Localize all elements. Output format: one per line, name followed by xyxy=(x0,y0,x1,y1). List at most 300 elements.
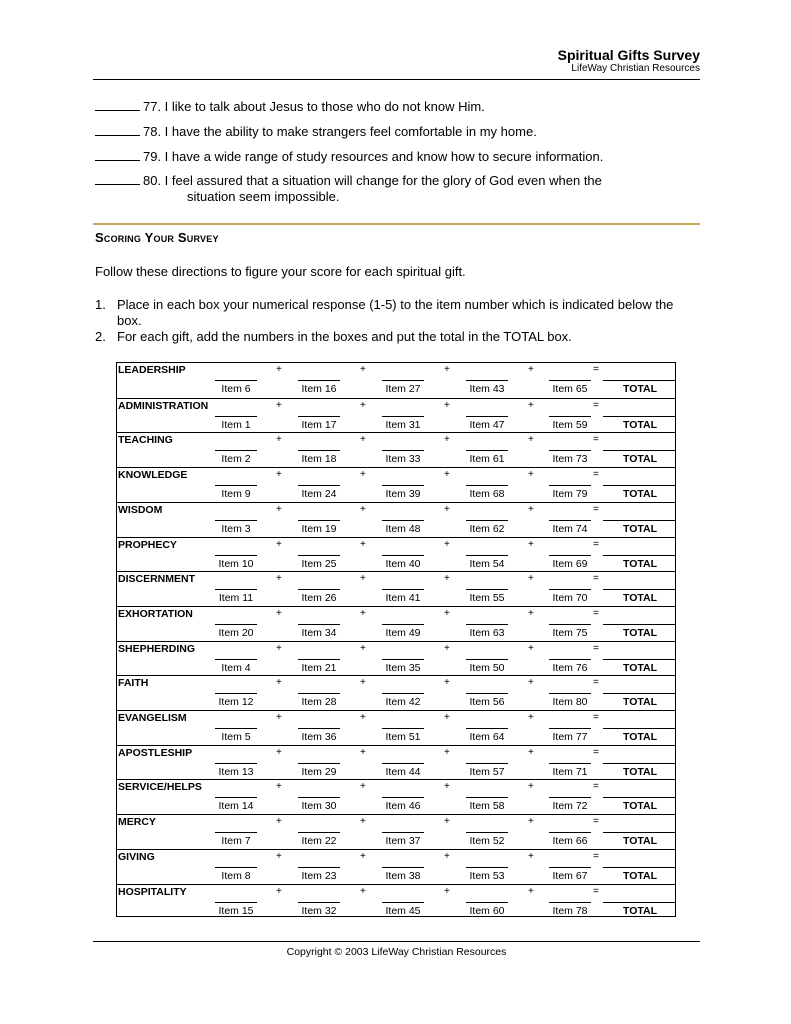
total-entry-box[interactable] xyxy=(603,416,675,417)
equals-sign: = xyxy=(593,399,599,411)
score-entry-box[interactable] xyxy=(215,797,257,798)
score-entry-box[interactable] xyxy=(382,624,424,625)
item-number-label: Item 51 xyxy=(385,731,421,743)
plus-sign: + xyxy=(360,885,366,897)
publisher-name: LifeWay Christian Resources xyxy=(571,63,700,74)
item-number-label: Item 36 xyxy=(301,731,337,743)
gift-name: PROPHECY xyxy=(118,538,177,551)
gift-row xyxy=(117,675,675,710)
gift-row xyxy=(117,537,675,572)
total-entry-box[interactable] xyxy=(603,485,675,486)
plus-sign: + xyxy=(528,469,534,481)
total-label: TOTAL xyxy=(622,696,658,709)
item-number-label: Item 32 xyxy=(301,904,337,917)
item-number-label: Item 58 xyxy=(469,800,505,813)
item-number-label: Item 12 xyxy=(218,696,254,709)
step-number: 1. xyxy=(95,297,106,312)
total-entry-box[interactable] xyxy=(603,763,675,764)
gift-name: WISDOM xyxy=(118,503,163,516)
score-entry-box[interactable] xyxy=(215,520,257,521)
item-number-label: Item 26 xyxy=(301,592,337,605)
plus-sign: + xyxy=(444,538,450,550)
score-entry-box[interactable] xyxy=(298,763,340,764)
item-number-label: Item 69 xyxy=(552,557,588,570)
item-number-label: Item 11 xyxy=(218,592,254,605)
score-entry-box[interactable] xyxy=(549,450,591,451)
item-number-label: Item 9 xyxy=(221,488,251,501)
equals-sign: = xyxy=(593,503,599,515)
gift-row xyxy=(117,363,675,398)
item-number-label: Item 16 xyxy=(301,383,337,395)
plus-sign: + xyxy=(276,399,282,411)
gift-name: SHEPHERDING xyxy=(118,642,196,655)
plus-sign: + xyxy=(276,434,282,446)
total-entry-box[interactable] xyxy=(603,659,675,660)
score-entry-box[interactable] xyxy=(549,797,591,798)
score-entry-box[interactable] xyxy=(215,589,257,590)
item-number-label: Item 5 xyxy=(221,731,251,743)
plus-sign: + xyxy=(276,573,282,585)
score-entry-box[interactable] xyxy=(549,589,591,590)
item-number-label: Item 6 xyxy=(221,383,251,395)
score-entry-box[interactable] xyxy=(215,555,257,556)
item-number-label: Item 70 xyxy=(552,592,588,605)
item-number-label: Item 74 xyxy=(552,522,588,535)
total-entry-box[interactable] xyxy=(603,867,675,868)
item-number-label: Item 46 xyxy=(385,800,421,813)
copyright-footer: Copyright © 2003 LifeWay Christian Resources xyxy=(286,946,507,958)
item-number-label: Item 24 xyxy=(301,488,337,501)
footer-divider xyxy=(93,941,700,942)
equals-sign: = xyxy=(593,677,599,689)
gift-name: EXHORTATION xyxy=(118,607,193,620)
item-number-label: Item 43 xyxy=(469,383,505,395)
item-number-label: Item 61 xyxy=(469,453,505,466)
score-entry-box[interactable] xyxy=(215,902,257,903)
score-entry-box[interactable] xyxy=(298,693,340,694)
item-number-label: Item 54 xyxy=(469,557,505,570)
plus-sign: + xyxy=(360,399,366,411)
total-entry-box[interactable] xyxy=(603,728,675,729)
score-entry-box[interactable] xyxy=(382,589,424,590)
score-entry-box[interactable] xyxy=(215,728,257,729)
document-title: Spiritual Gifts Survey xyxy=(557,47,700,63)
total-label: TOTAL xyxy=(622,800,658,813)
item-number-label: Item 79 xyxy=(552,488,588,501)
gift-name: GIVING xyxy=(118,850,155,863)
gift-row xyxy=(117,398,675,433)
plus-sign: + xyxy=(444,781,450,793)
score-entry-box[interactable] xyxy=(382,555,424,556)
score-entry-box[interactable] xyxy=(382,450,424,451)
plus-sign: + xyxy=(528,816,534,828)
total-label: TOTAL xyxy=(622,765,658,778)
score-entry-box[interactable] xyxy=(215,659,257,660)
item-number-label: Item 48 xyxy=(385,522,421,535)
item-number-label: Item 60 xyxy=(469,904,505,917)
plus-sign: + xyxy=(360,434,366,446)
plus-sign: + xyxy=(444,885,450,897)
score-entry-box[interactable] xyxy=(215,832,257,833)
total-label: TOTAL xyxy=(622,557,658,570)
item-number-label: Item 22 xyxy=(301,835,337,848)
item-number-label: Item 72 xyxy=(552,800,588,813)
item-number-label: Item 10 xyxy=(218,557,254,570)
score-entry-box[interactable] xyxy=(215,867,257,868)
item-number-label: Item 50 xyxy=(469,661,505,674)
item-number-label: Item 44 xyxy=(385,765,421,778)
score-entry-box[interactable] xyxy=(382,867,424,868)
item-number-label: Item 27 xyxy=(385,383,421,395)
plus-sign: + xyxy=(276,712,282,723)
equals-sign: = xyxy=(593,364,599,375)
item-number-label: Item 30 xyxy=(301,800,337,813)
score-entry-box[interactable] xyxy=(382,693,424,694)
total-entry-box[interactable] xyxy=(603,450,675,451)
item-number-label: Item 47 xyxy=(469,418,505,431)
score-entry-box[interactable] xyxy=(382,763,424,764)
plus-sign: + xyxy=(528,677,534,689)
score-entry-box[interactable] xyxy=(215,450,257,451)
item-number-label: Item 19 xyxy=(301,522,337,535)
equals-sign: = xyxy=(593,746,599,758)
item-number-label: Item 35 xyxy=(385,661,421,674)
total-label: TOTAL xyxy=(622,661,658,674)
plus-sign: + xyxy=(444,850,450,862)
score-entry-box[interactable] xyxy=(549,693,591,694)
score-entry-box[interactable] xyxy=(549,728,591,729)
header-divider xyxy=(93,79,700,80)
item-number-label: Item 42 xyxy=(385,696,421,709)
score-entry-box[interactable] xyxy=(466,450,508,451)
total-label: TOTAL xyxy=(622,835,658,848)
score-entry-box[interactable] xyxy=(298,380,340,381)
answer-blank[interactable] xyxy=(95,149,140,161)
score-entry-box[interactable] xyxy=(298,450,340,451)
answer-blank[interactable] xyxy=(95,124,140,136)
plus-sign: + xyxy=(276,642,282,654)
item-number-label: Item 52 xyxy=(469,835,505,848)
plus-sign: + xyxy=(360,607,366,619)
item-number-label: Item 23 xyxy=(301,869,337,882)
plus-sign: + xyxy=(360,573,366,585)
item-number-label: Item 31 xyxy=(385,418,421,431)
item-number-label: Item 1 xyxy=(221,418,251,431)
gift-row xyxy=(117,884,675,919)
equals-sign: = xyxy=(593,538,599,550)
plus-sign: + xyxy=(444,364,450,375)
gift-name: HOSPITALITY xyxy=(118,885,187,898)
plus-sign: + xyxy=(360,538,366,550)
score-entry-box[interactable] xyxy=(382,832,424,833)
equals-sign: = xyxy=(593,816,599,828)
plus-sign: + xyxy=(360,850,366,862)
score-entry-box[interactable] xyxy=(298,797,340,798)
gift-name: SERVICE/HELPS xyxy=(118,781,202,794)
score-entry-box[interactable] xyxy=(382,416,424,417)
gift-row xyxy=(117,432,675,467)
plus-sign: + xyxy=(528,642,534,654)
plus-sign: + xyxy=(276,781,282,793)
gift-name: KNOWLEDGE xyxy=(118,469,188,482)
plus-sign: + xyxy=(528,538,534,550)
score-entry-box[interactable] xyxy=(466,485,508,486)
plus-sign: + xyxy=(444,469,450,481)
item-number-label: Item 34 xyxy=(301,626,337,639)
score-entry-box[interactable] xyxy=(382,485,424,486)
score-entry-box[interactable] xyxy=(549,380,591,381)
plus-sign: + xyxy=(360,712,366,723)
total-entry-box[interactable] xyxy=(603,380,675,381)
score-entry-box[interactable] xyxy=(382,902,424,903)
plus-sign: + xyxy=(528,364,534,375)
item-number-label: Item 45 xyxy=(385,904,421,917)
score-entry-box[interactable] xyxy=(466,902,508,903)
gift-name: ADMINISTRATION xyxy=(118,399,209,412)
answer-blank[interactable] xyxy=(95,99,140,111)
item-number-label: Item 62 xyxy=(469,522,505,535)
score-entry-box[interactable] xyxy=(298,485,340,486)
total-label: TOTAL xyxy=(622,418,658,431)
total-label: TOTAL xyxy=(622,453,658,466)
item-number-label: Item 56 xyxy=(469,696,505,709)
total-entry-box[interactable] xyxy=(603,797,675,798)
score-entry-box[interactable] xyxy=(298,832,340,833)
score-entry-box[interactable] xyxy=(466,867,508,868)
score-entry-box[interactable] xyxy=(382,520,424,521)
score-entry-box[interactable] xyxy=(298,589,340,590)
gift-row xyxy=(117,745,675,780)
gift-row xyxy=(117,502,675,537)
item-number-label: Item 25 xyxy=(301,557,337,570)
total-label: TOTAL xyxy=(622,522,658,535)
item-number-label: Item 68 xyxy=(469,488,505,501)
plus-sign: + xyxy=(528,573,534,585)
score-entry-box[interactable] xyxy=(466,624,508,625)
score-entry-box[interactable] xyxy=(215,380,257,381)
gift-name: DISCERNMENT xyxy=(118,573,196,586)
item-number-label: Item 7 xyxy=(221,835,251,848)
item-number-label: Item 55 xyxy=(469,592,505,605)
score-entry-box[interactable] xyxy=(466,763,508,764)
item-number-label: Item 76 xyxy=(552,661,588,674)
score-entry-box[interactable] xyxy=(466,693,508,694)
score-entry-box[interactable] xyxy=(466,728,508,729)
gift-row xyxy=(117,641,675,676)
plus-sign: + xyxy=(360,677,366,689)
equals-sign: = xyxy=(593,434,599,446)
gift-row xyxy=(117,814,675,849)
question-text: 78. I have the ability to make strangers feel comfortable in my home. xyxy=(143,124,537,139)
total-entry-box[interactable] xyxy=(603,624,675,625)
score-entry-box[interactable] xyxy=(215,763,257,764)
item-number-label: Item 40 xyxy=(385,557,421,570)
item-number-label: Item 15 xyxy=(218,904,254,917)
score-entry-box[interactable] xyxy=(549,867,591,868)
plus-sign: + xyxy=(528,434,534,446)
item-number-label: Item 39 xyxy=(385,488,421,501)
plus-sign: + xyxy=(360,642,366,654)
plus-sign: + xyxy=(276,538,282,550)
total-label: TOTAL xyxy=(622,383,658,395)
plus-sign: + xyxy=(276,746,282,758)
total-entry-box[interactable] xyxy=(603,832,675,833)
total-entry-box[interactable] xyxy=(603,693,675,694)
question-80 xyxy=(95,173,695,205)
equals-sign: = xyxy=(593,712,599,723)
total-entry-box[interactable] xyxy=(603,902,675,903)
gift-name: TEACHING xyxy=(118,434,173,447)
plus-sign: + xyxy=(528,746,534,758)
plus-sign: + xyxy=(276,469,282,481)
item-number-label: Item 49 xyxy=(385,626,421,639)
item-number-label: Item 77 xyxy=(552,731,588,743)
plus-sign: + xyxy=(528,781,534,793)
total-entry-box[interactable] xyxy=(603,520,675,521)
score-entry-box[interactable] xyxy=(298,555,340,556)
section-title: Scoring Your Survey xyxy=(95,230,219,245)
score-entry-box[interactable] xyxy=(549,624,591,625)
total-entry-box[interactable] xyxy=(603,589,675,590)
score-entry-box[interactable] xyxy=(549,485,591,486)
score-entry-box[interactable] xyxy=(466,380,508,381)
plus-sign: + xyxy=(444,712,450,723)
item-number-label: Item 21 xyxy=(301,661,337,674)
plus-sign: + xyxy=(444,746,450,758)
gift-name: EVANGELISM xyxy=(118,712,187,724)
item-number-label: Item 53 xyxy=(469,869,505,882)
instruction-step xyxy=(95,297,685,329)
plus-sign: + xyxy=(276,850,282,862)
equals-sign: = xyxy=(593,642,599,654)
score-entry-box[interactable] xyxy=(549,520,591,521)
total-label: TOTAL xyxy=(622,592,658,605)
score-entry-box[interactable] xyxy=(466,520,508,521)
item-number-label: Item 14 xyxy=(218,800,254,813)
score-entry-box[interactable] xyxy=(466,416,508,417)
item-number-label: Item 66 xyxy=(552,835,588,848)
total-label: TOTAL xyxy=(622,626,658,639)
plus-sign: + xyxy=(276,885,282,897)
plus-sign: + xyxy=(444,607,450,619)
score-entry-box[interactable] xyxy=(298,659,340,660)
question-text: 80. I feel assured that a situation will change for the glory of God even when the xyxy=(143,173,602,188)
score-entry-box[interactable] xyxy=(466,659,508,660)
gift-row xyxy=(117,467,675,502)
total-label: TOTAL xyxy=(622,488,658,501)
equals-sign: = xyxy=(593,781,599,793)
score-entry-box[interactable] xyxy=(298,520,340,521)
total-label: TOTAL xyxy=(622,869,658,882)
score-entry-box[interactable] xyxy=(215,693,257,694)
score-entry-box[interactable] xyxy=(549,832,591,833)
item-number-label: Item 2 xyxy=(221,453,251,466)
plus-sign: + xyxy=(528,399,534,411)
equals-sign: = xyxy=(593,607,599,619)
gift-row xyxy=(117,606,675,641)
step-number: 2. xyxy=(95,329,106,344)
score-entry-box[interactable] xyxy=(549,659,591,660)
plus-sign: + xyxy=(360,364,366,375)
item-number-label: Item 20 xyxy=(218,626,254,639)
plus-sign: + xyxy=(276,677,282,689)
step-text: Place in each box your numerical response (1-5) to the item number which is indicated below the box. xyxy=(117,297,674,328)
total-label: TOTAL xyxy=(622,731,658,743)
score-entry-box[interactable] xyxy=(466,589,508,590)
question-text: 79. I have a wide range of study resources and know how to secure information. xyxy=(143,149,604,164)
score-entry-box[interactable] xyxy=(298,728,340,729)
item-number-label: Item 13 xyxy=(218,765,254,778)
plus-sign: + xyxy=(444,434,450,446)
total-entry-box[interactable] xyxy=(603,555,675,556)
plus-sign: + xyxy=(528,885,534,897)
question-77 xyxy=(95,99,695,115)
score-entry-box[interactable] xyxy=(466,797,508,798)
gift-row xyxy=(117,710,675,745)
score-entry-box[interactable] xyxy=(382,380,424,381)
plus-sign: + xyxy=(444,642,450,654)
score-entry-box[interactable] xyxy=(549,555,591,556)
plus-sign: + xyxy=(444,677,450,689)
score-entry-box[interactable] xyxy=(549,902,591,903)
score-entry-box[interactable] xyxy=(298,902,340,903)
item-number-label: Item 8 xyxy=(221,869,251,882)
item-number-label: Item 28 xyxy=(301,696,337,709)
gift-row xyxy=(117,779,675,814)
scoring-table xyxy=(116,362,676,917)
score-entry-box[interactable] xyxy=(215,485,257,486)
plus-sign: + xyxy=(528,607,534,619)
score-entry-box[interactable] xyxy=(215,416,257,417)
plus-sign: + xyxy=(528,850,534,862)
score-entry-box[interactable] xyxy=(298,867,340,868)
score-entry-box[interactable] xyxy=(466,832,508,833)
score-entry-box[interactable] xyxy=(549,763,591,764)
item-number-label: Item 38 xyxy=(385,869,421,882)
equals-sign: = xyxy=(593,850,599,862)
item-number-label: Item 37 xyxy=(385,835,421,848)
answer-blank[interactable] xyxy=(95,173,140,185)
score-entry-box[interactable] xyxy=(382,728,424,729)
page-header xyxy=(93,47,700,75)
score-entry-box[interactable] xyxy=(382,659,424,660)
score-entry-box[interactable] xyxy=(215,624,257,625)
instructions-list xyxy=(95,297,685,345)
gift-row xyxy=(117,571,675,606)
question-78 xyxy=(95,124,695,140)
item-number-label: Item 64 xyxy=(469,731,505,743)
plus-sign: + xyxy=(528,712,534,723)
score-entry-box[interactable] xyxy=(298,624,340,625)
step-text: For each gift, add the numbers in the boxes and put the total in the TOTAL box. xyxy=(117,329,572,344)
score-entry-box[interactable] xyxy=(466,555,508,556)
gift-name: FAITH xyxy=(118,677,149,690)
item-number-label: Item 17 xyxy=(301,418,337,431)
score-entry-box[interactable] xyxy=(549,416,591,417)
plus-sign: + xyxy=(360,781,366,793)
question-79 xyxy=(95,149,695,165)
item-number-label: Item 41 xyxy=(385,592,421,605)
intro-text: Follow these directions to figure your score for each spiritual gift. xyxy=(95,264,466,279)
score-entry-box[interactable] xyxy=(298,416,340,417)
item-number-label: Item 78 xyxy=(552,904,588,917)
score-entry-box[interactable] xyxy=(382,797,424,798)
plus-sign: + xyxy=(444,503,450,515)
item-number-label: Item 71 xyxy=(552,765,588,778)
item-number-label: Item 65 xyxy=(552,383,588,395)
item-number-label: Item 33 xyxy=(385,453,421,466)
plus-sign: + xyxy=(276,816,282,828)
